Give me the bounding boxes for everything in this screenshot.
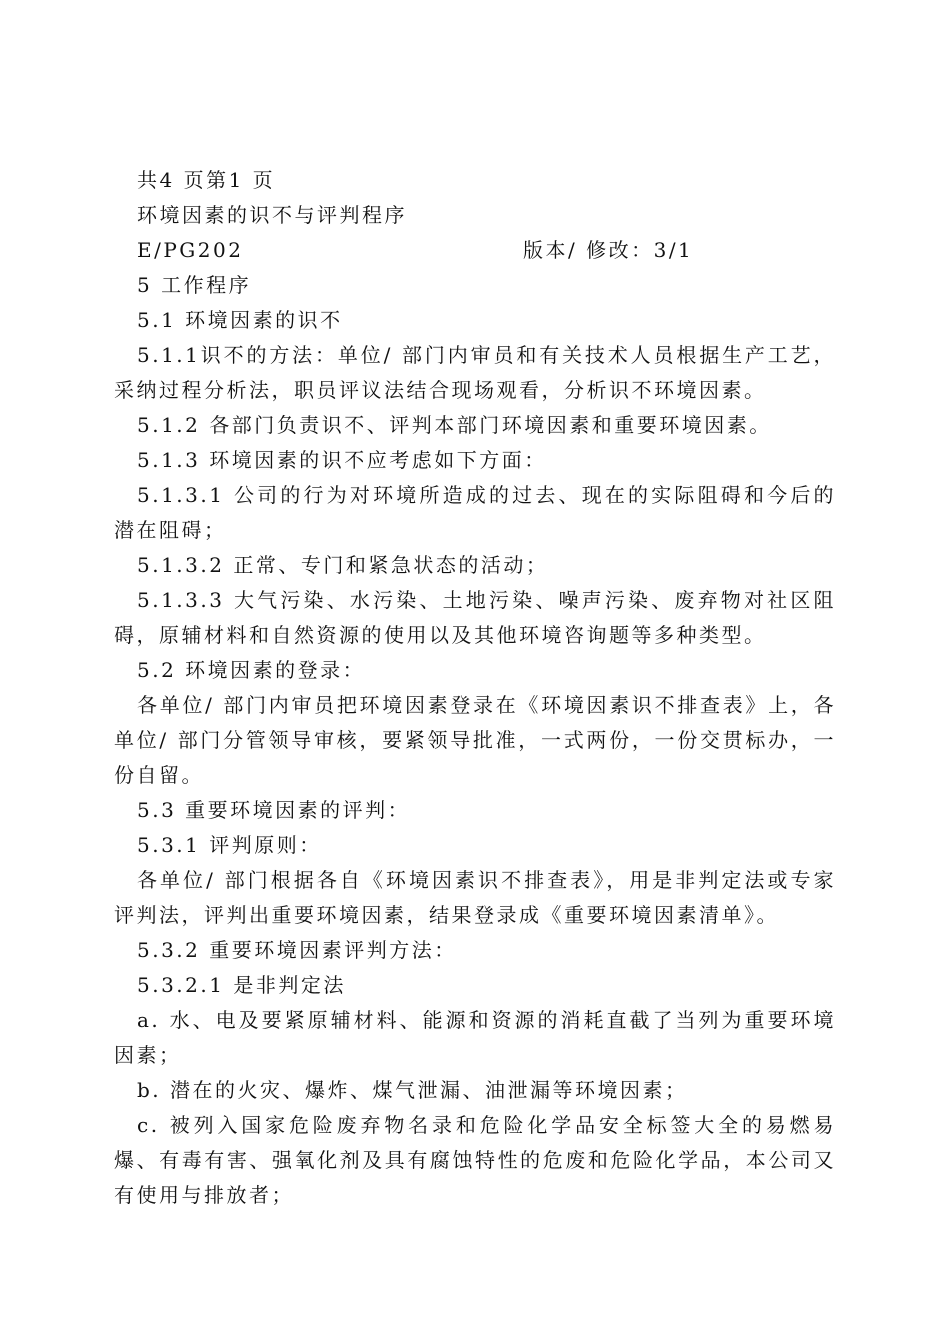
paragraph: 各单位/ 部门内审员把环境因素登录在《环境因素识不排查表》上，各单位/ 部门分管领导审核，要紧领导批准，一式两份，一份交贯标办，一份自留。 <box>114 693 836 787</box>
section-heading: 5.1 环境因素的识不 <box>137 308 343 332</box>
version-info: 版本/ 修改：3/1 <box>523 238 694 262</box>
paragraph: 5.1.1识不的方法：单位/ 部门内审员和有关技术人员根据生产工艺，采纳过程分析法，职员评议法结合现场观看，分析识不环境因素。 <box>114 343 836 402</box>
document-code-row <box>114 233 697 268</box>
page-info: 共4 页第1 页 <box>137 168 276 192</box>
list-item: b. 潜在的火灾、爆炸、煤气泄漏、油泄漏等环境因素； <box>137 1078 688 1102</box>
document-content <box>114 163 836 1213</box>
paragraph: 5.1.3.1 公司的行为对环境所造成的过去、现在的实际阻碍和今后的潜在阻碍； <box>114 483 836 542</box>
section-heading: 5 工作程序 <box>137 273 252 297</box>
paragraph: 5.1.3 环境因素的识不应考虑如下方面： <box>137 448 547 472</box>
document-code: E/PG202 <box>137 238 244 262</box>
list-item: c. 被列入国家危险废弃物名录和危险化学品安全标签大全的易燃易爆、有毒有害、强氧化剂及具有腐蚀特性的危废和危险化学品，本公司又有使用与排放者； <box>114 1113 836 1207</box>
paragraph: 5.1.3.2 正常、专门和紧急状态的活动； <box>137 553 549 577</box>
paragraph: 5.1.3.3 大气污染、水污染、土地污染、噪声污染、废弃物对社区阻碍，原辅材料和自然资源的使用以及其他环境咨询题等多种类型。 <box>114 588 836 647</box>
section-heading: 5.3 重要环境因素的评判： <box>137 798 411 822</box>
paragraph: 5.1.2 各部门负责识不、评判本部门环境因素和重要环境因素。 <box>137 413 772 437</box>
section-heading: 5.3.1 评判原则： <box>137 833 322 857</box>
section-heading: 5.3.2 重要环境因素评判方法： <box>137 938 457 962</box>
list-item: a. 水、电及要紧原辅材料、能源和资源的消耗直截了当列为重要环境因素； <box>114 1008 836 1067</box>
section-heading: 5.2 环境因素的登录： <box>137 658 366 682</box>
paragraph: 各单位/ 部门根据各自《环境因素识不排查表》，用是非判定法或专家评判法，评判出重要环境因素，结果登录成《重要环境因素清单》。 <box>114 868 836 927</box>
document-title: 环境因素的识不与评判程序 <box>137 203 407 227</box>
section-heading: 5.3.2.1 是非判定法 <box>137 973 346 997</box>
